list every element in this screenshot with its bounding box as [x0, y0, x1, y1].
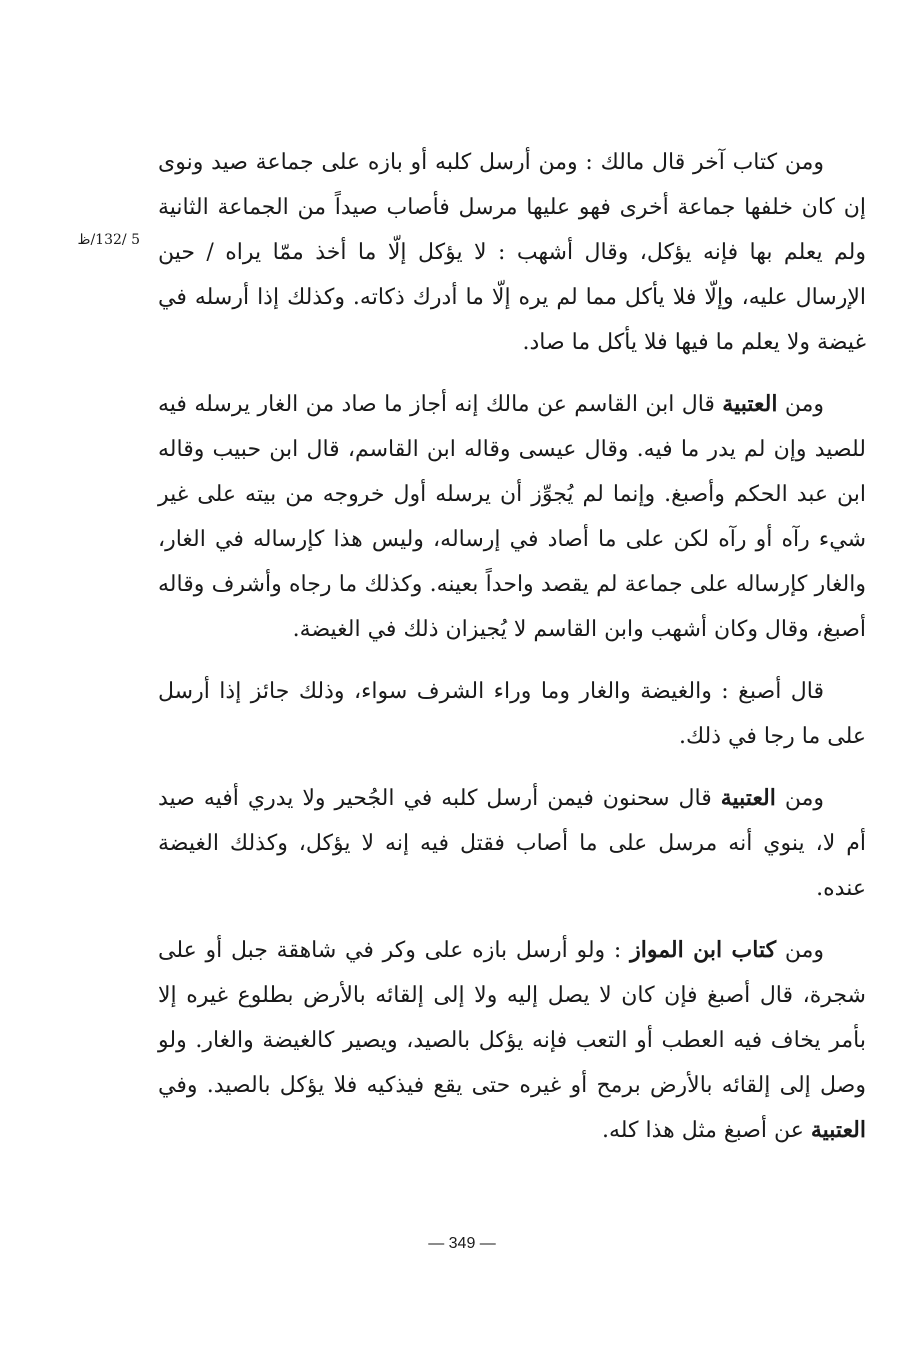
text-segment: عن أصبغ مثل هذا كله.: [601, 1118, 811, 1143]
paragraph-5: [158, 928, 866, 1153]
paragraph-1: [158, 140, 866, 365]
text-segment: قال ابن القاسم عن مالك إنه أجاز ما صاد من الغار يرسله فيه للصيد وإن لم يدر ما فيه. وقال عيسى وقاله ابن القاسم، قال ابن حبيب وقاله ابن عبد الحكم وأصبغ. وإنما لم يُجوِّز أن يرسله أول خروجه من بيته على غير شيء رآه أو رآه لكن على ما أصاد في إرساله، وليس هذا كإرساله في الغار، والغار كإرساله على جماعة لم يقصد واحداً بعينه. وكذلك ما رجاه وأشرف وقاله أصبغ، وقال وكان أشهب وابن القاسم لا يُجيزان ذلك في الغيضة.: [158, 392, 866, 642]
text-segment: ومن: [776, 938, 825, 963]
text-segment: ومن كتاب آخر قال مالك : ومن أرسل كلبه أو بازه على جماعة صيد ونوى إن كان خلفها جماعة أخرى فهو عليها مرسل فأصاب صيداً من الجماعة الثانية ولم يعلم بها فإنه يؤكل، وقال أشهب : لا يؤكل إلّا ما أخذ ممّا يراه / حين الإرسال عليه، وإلّا فلا يأكل مما لم يره إلّا ما أدرك ذكاته. وكذلك إذا أرسله في غيضة ولا يعلم ما فيها فلا يأكل ما صاد.: [158, 150, 866, 355]
text-segment: : ولو أرسل بازه على وكر في شاهقة جبل أو على شجرة، قال أصبغ فإن كان لا يصل إليه ولا إلى إلقائه بالأرض بطلوع غيره إلا بأمر يخاف فيه العطب أو التعب فإنه يؤكل بالصيد، ويصير كالغيضة والغار. ولو وصل إلى إلقائه بالأرض برمح أو غيره حتى يقع فيذكيه فلا يؤكل بالصيد. وفي: [158, 938, 866, 1098]
paragraph-2: [158, 382, 866, 652]
source-title-bold: العتبية: [720, 785, 776, 811]
source-title-bold: كتاب ابن المواز: [630, 937, 777, 963]
text-segment: قال أصبغ : والغيضة والغار وما وراء الشرف سواء، وذلك جائز إذا أرسل على ما رجا في ذلك.: [158, 679, 866, 749]
source-title-bold: العتبية: [722, 391, 778, 417]
text-segment: ومن: [775, 786, 824, 811]
paragraph-3: [158, 669, 866, 759]
text-segment: قال سحنون فيمن أرسل كلبه في الجُحير ولا يدري أفيه صيد أم لا، ينوي أنه مرسل على ما أصاب فقتل فيه إنه لا يؤكل، وكذلك الغيضة عنده.: [158, 786, 866, 901]
text-segment: ومن: [777, 392, 824, 417]
paragraph-4: [158, 776, 866, 911]
source-title-bold: العتبية: [810, 1117, 866, 1143]
page-number: — 349 —: [428, 1235, 496, 1252]
margin-reference-note: 5 /132/ظ: [77, 232, 140, 248]
main-text: [158, 140, 866, 1153]
